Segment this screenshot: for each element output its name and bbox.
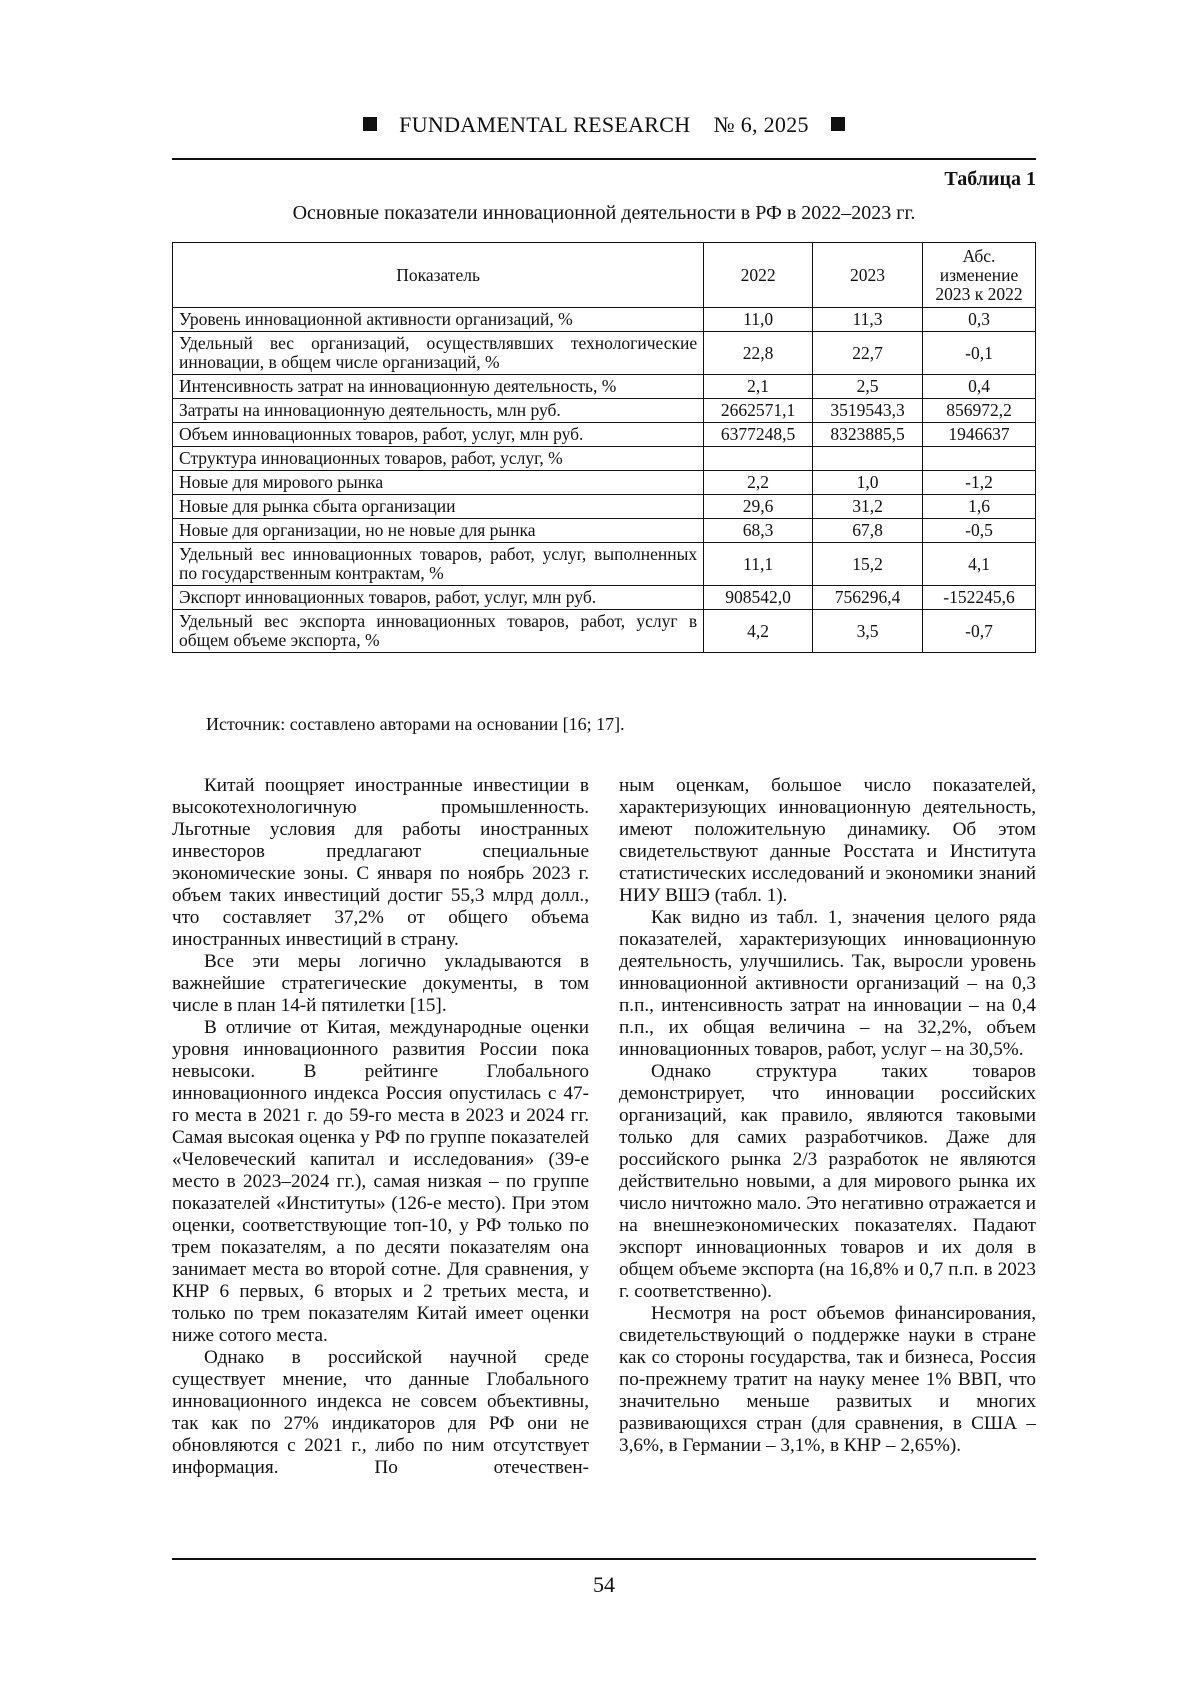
table-row bbox=[173, 495, 1036, 519]
square-bullet-icon bbox=[363, 117, 377, 131]
value-cell: 8323885,5 bbox=[813, 423, 923, 447]
paragraph: Однако в российской научной среде существует мнение, что данные Глобального инновационного индекса не совсем объективны, так как по 27% индикаторов для РФ они не обновляются с 2021 г., либо по ним отсутствует информация. По отечествен- bbox=[172, 1347, 589, 1478]
header-cell: 2022 bbox=[704, 243, 813, 308]
value-cell: 6377248,5 bbox=[704, 423, 813, 447]
table-row bbox=[173, 308, 1036, 332]
value-cell: 908542,0 bbox=[704, 586, 813, 610]
value-cell: 0,4 bbox=[923, 375, 1036, 399]
right-column bbox=[619, 775, 1036, 1457]
paragraph: Несмотря на рост объемов финансирования, свидетельствующий о поддержке науки в стране как со стороны государства, так и бизнеса, Россия по-прежнему тратит на науку менее 1% ВВП, что значительно меньше развитых и многих развивающихся стран (для сравнения, в США – 3,6%, в Германии – 3,1%, в КНР – 2,65%). bbox=[619, 1303, 1036, 1456]
table-title: Основные показатели инновационной деятельности в РФ в 2022–2023 гг. bbox=[292, 202, 916, 224]
header-rule bbox=[172, 158, 1036, 160]
header-cell: Абс. изменение 2023 к 2022 bbox=[923, 243, 1036, 308]
indicators-table bbox=[172, 242, 1036, 653]
value-cell: 1,6 bbox=[923, 495, 1036, 519]
indicator-cell: Новые для организации, но не новые для рынка bbox=[173, 519, 704, 543]
paragraph: В отличие от Китая, международные оценки уровня инновационного развития России пока невысоки. В рейтинге Глобального инновационного индекса Россия опустилась с 47-го места в 2021 г. до 59-го места в 2023 и 2024 гг. Самая высокая оценка у РФ по группе показателей «Человеческий капитал и исследования» (39-е место в 2023–2024 гг.), самая низкая – по группе показателей «Институты» (126-е место). При этом оценки, соответствующие топ-10, у РФ только по трем показателям, а по десяти показателям она занимает места во второй сотне. Для сравнения, у КНР 6 первых, 6 вторых и 2 третьих места, и только по трем показателям Китай имеет оценки ниже сотого места. bbox=[172, 1017, 589, 1346]
indicator-cell: Новые для рынка сбыта организации bbox=[173, 495, 704, 519]
indicator-cell: Структура инновационных товаров, работ, услуг, % bbox=[173, 447, 704, 471]
paragraph: Все эти меры логично укладываются в важнейшие стратегические документы, в том числе в план 14-й пятилетки [15]. bbox=[172, 951, 589, 1016]
value-cell: 756296,4 bbox=[813, 586, 923, 610]
value-cell: 3519543,3 bbox=[813, 399, 923, 423]
value-cell: 2662571,1 bbox=[704, 399, 813, 423]
table-row bbox=[173, 423, 1036, 447]
table-row bbox=[173, 519, 1036, 543]
value-cell: 0,3 bbox=[923, 308, 1036, 332]
indicator-cell: Уровень инновационной активности организаций, % bbox=[173, 308, 704, 332]
table-row bbox=[173, 586, 1036, 610]
table-row bbox=[173, 543, 1036, 586]
value-cell bbox=[813, 447, 923, 471]
table-row bbox=[173, 447, 1036, 471]
value-cell: -152245,6 bbox=[923, 586, 1036, 610]
value-cell: 3,5 bbox=[813, 610, 923, 653]
indicator-cell: Объем инновационных товаров, работ, услуг, млн руб. bbox=[173, 423, 704, 447]
value-cell bbox=[923, 447, 1036, 471]
header-cell: Показатель bbox=[173, 243, 704, 308]
value-cell: 1,0 bbox=[813, 471, 923, 495]
indicator-cell: Затраты на инновационную деятельность, млн руб. bbox=[173, 399, 704, 423]
value-cell: -0,7 bbox=[923, 610, 1036, 653]
table-row bbox=[173, 610, 1036, 653]
table-source: Источник: составлено авторами на основании [16; 17]. bbox=[206, 714, 625, 734]
value-cell: 856972,2 bbox=[923, 399, 1036, 423]
header-cell: 2023 bbox=[813, 243, 923, 308]
indicator-cell: Экспорт инновационных товаров, работ, услуг, млн руб. bbox=[173, 586, 704, 610]
journal-issue: № 6, 2025 bbox=[713, 112, 809, 137]
square-bullet-icon bbox=[831, 117, 845, 131]
indicator-cell: Удельный вес инновационных товаров, работ, услуг, выполненных по государственным контрактам, % bbox=[173, 543, 704, 586]
paragraph: Однако структура таких товаров демонстрирует, что инновации российских организаций, как правило, являются таковыми только для самих разработчиков. Даже для российского рынка 2/3 разработок не являются действительно новыми, а для мирового рынка их число ничтожно мало. Это негативно отражается и на внешнеэкономических показателях. Падают экспорт инновационных товаров и их доля в общем объеме экспорта (на 16,8% и 0,7 п.п. в 2023 г. соответственно). bbox=[619, 1061, 1036, 1302]
value-cell: 1946637 bbox=[923, 423, 1036, 447]
journal-name: FUNDAMENTAL RESEARCH bbox=[399, 112, 691, 137]
paragraph: ным оценкам, большое число показателей, характеризующих инновационную деятельность, имеют положительную динамику. Об этом свидетельствуют данные Росстата и Института статистических исследований и экономики знаний НИУ ВШЭ (табл. 1). bbox=[619, 775, 1036, 906]
table-number: Таблица 1 bbox=[944, 168, 1036, 190]
paragraph: Китай поощряет иностранные инвестиции в высокотехнологичную промышленность. Льготные условия для работы иностранных инвесторов предлагают специальные экономические зоны. С января по ноябрь 2023 г. объем таких инвестиций достиг 55,3 млрд долл., что составляет 37,2% от общего объема иностранных инвестиций в страну. bbox=[172, 775, 589, 950]
table-header-row bbox=[173, 243, 1036, 308]
value-cell: 2,5 bbox=[813, 375, 923, 399]
table-row bbox=[173, 399, 1036, 423]
value-cell: 22,8 bbox=[704, 332, 813, 375]
indicator-cell: Интенсивность затрат на инновационную деятельность, % bbox=[173, 375, 704, 399]
value-cell: 29,6 bbox=[704, 495, 813, 519]
table-row bbox=[173, 375, 1036, 399]
value-cell: 11,1 bbox=[704, 543, 813, 586]
value-cell: 4,1 bbox=[923, 543, 1036, 586]
value-cell: 68,3 bbox=[704, 519, 813, 543]
value-cell: 67,8 bbox=[813, 519, 923, 543]
left-column bbox=[172, 775, 589, 1479]
value-cell: -0,1 bbox=[923, 332, 1036, 375]
value-cell: -0,5 bbox=[923, 519, 1036, 543]
table-row bbox=[173, 471, 1036, 495]
value-cell: 22,7 bbox=[813, 332, 923, 375]
value-cell: -1,2 bbox=[923, 471, 1036, 495]
value-cell: 31,2 bbox=[813, 495, 923, 519]
indicator-cell: Удельный вес экспорта инновационных товаров, работ, услуг в общем объеме экспорта, % bbox=[173, 610, 704, 653]
value-cell: 2,2 bbox=[704, 471, 813, 495]
value-cell: 4,2 bbox=[704, 610, 813, 653]
page-number: 54 bbox=[593, 1572, 615, 1597]
indicator-cell: Удельный вес организаций, осуществлявших технологические инновации, в общем числе организаций, % bbox=[173, 332, 704, 375]
footer-rule bbox=[172, 1558, 1036, 1560]
value-cell: 11,3 bbox=[813, 308, 923, 332]
running-header bbox=[172, 112, 1036, 138]
table-row bbox=[173, 332, 1036, 375]
value-cell: 2,1 bbox=[704, 375, 813, 399]
indicator-cell: Новые для мирового рынка bbox=[173, 471, 704, 495]
paragraph: Как видно из табл. 1, значения целого ряда показателей, характеризующих инновационную деятельность, улучшились. Так, выросли уровень инновационной активности организаций – на 0,3 п.п., интенсивность затрат на инновации – на 0,4 п.п., их общая величина – на 32,2%, объем инновационных товаров, работ, услуг – на 30,5%. bbox=[619, 907, 1036, 1060]
value-cell bbox=[704, 447, 813, 471]
value-cell: 15,2 bbox=[813, 543, 923, 586]
value-cell: 11,0 bbox=[704, 308, 813, 332]
